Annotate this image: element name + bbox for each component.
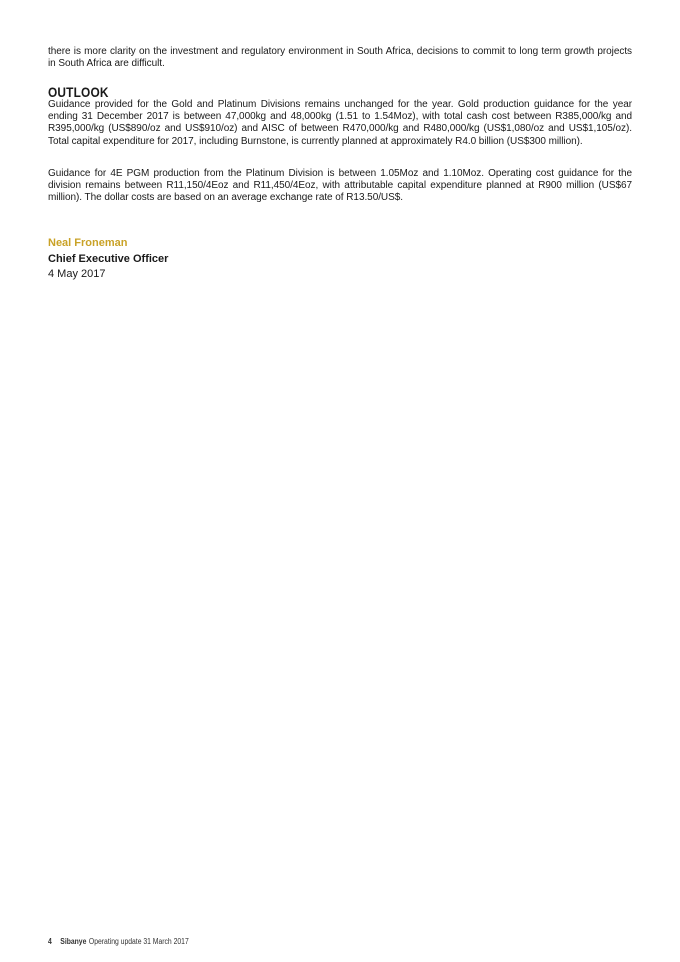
page-footer — [48, 937, 189, 946]
signatory-title: Chief Executive Officer — [48, 253, 169, 265]
page-number: 4 — [48, 937, 52, 946]
outlook-paragraph-platinum: Guidance for 4E PGM production from the Platinum Division is between 1.05Moz and 1.10Moz. Operating cost guidance for the division remains between R11,150/4Eoz and R11,450/4Eoz, with attributable capital expenditure planned at R900 million (US$67 million). The dollar costs are based on an average exchange rate of R13.50/US$. — [48, 168, 632, 204]
section-heading-outlook: OUTLOOK — [48, 85, 109, 100]
footer-brand: Sibanye — [60, 937, 87, 946]
intro-paragraph-tail: there is more clarity on the investment and regulatory environment in South Africa, decisions to commit to long term growth projects in South Africa are difficult. — [48, 46, 632, 70]
signature-date: 4 May 2017 — [48, 268, 106, 280]
footer-doc-title: Operating update 31 March 2017 — [88, 937, 189, 946]
signatory-name: Neal Froneman — [48, 237, 128, 249]
outlook-paragraph-gold: Guidance provided for the Gold and Platinum Divisions remains unchanged for the year. Gold production guidance for the year ending 31 December 2017 is between 47,000kg and 48,000kg (1.51 to 1.54Moz), with total cash cost between R385,000/kg and R395,000/kg (US$890/oz and US$910/oz) and AISC of between R470,000/kg and R480,000/kg (US$1,080/oz and US$1,105/oz). Total capital expenditure for 2017, including Burnstone, is currently planned at approximately R4.0 billion (US$300 million). — [48, 99, 632, 147]
